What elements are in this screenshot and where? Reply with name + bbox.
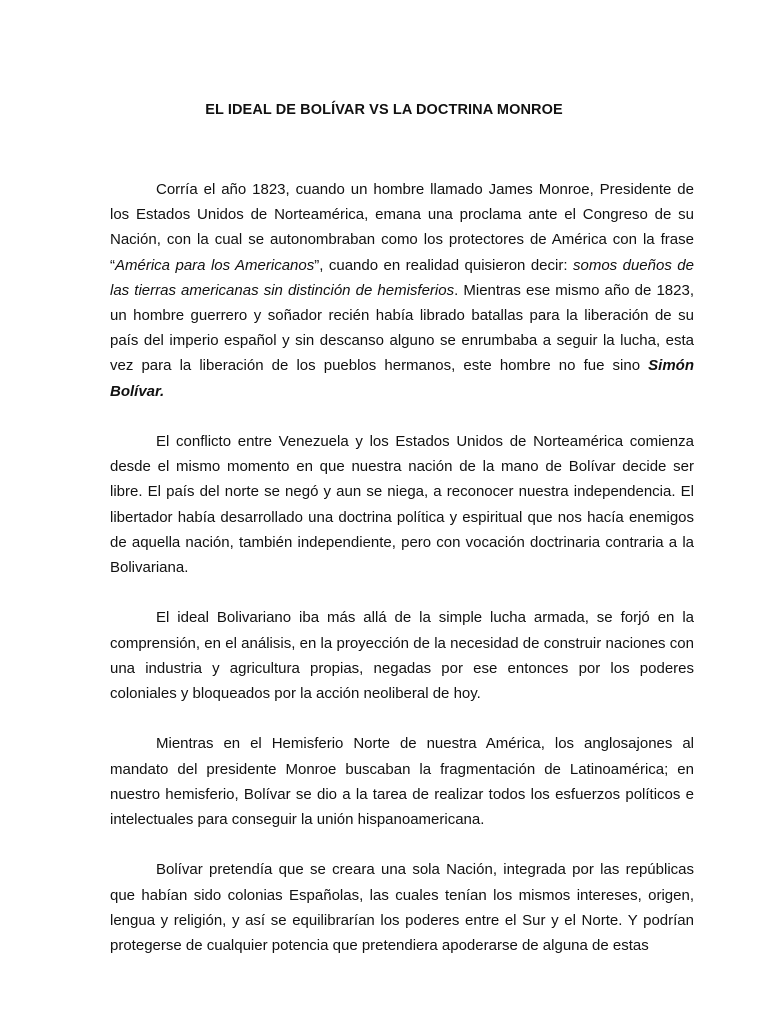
paragraph-1 <box>110 177 694 404</box>
paragraph-4: Mientras en el Hemisferio Norte de nuestra América, los anglosajones al mandato del presidente Monroe buscaban la fragmentación de Latinoamérica; en nuestro hemisferio, Bolívar se dio a la tarea de realizar todos los esfuerzos políticos e intelectuales para conseguir la unión hispanoamericana. <box>110 735 694 829</box>
paragraph-1-quote: América para los Americanos <box>115 256 315 274</box>
document-title: EL IDEAL DE BOLÍVAR VS LA DOCTRINA MONROE <box>205 102 563 118</box>
paragraph-1-text-e: . Mientras ese mismo año de 1823, un hombre guerrero y soñador recién había librado batallas para la liberación de su país del imperio español y sin descanso alguno se enrumbaba a seguir la lucha, esta vez para la liberación de los pueblos hermanos, este hombre no fue sino <box>110 281 694 375</box>
paragraph-1-emphasis: somos dueños de las tierras americanas sin distinción de hemisferios <box>110 256 694 299</box>
paragraph-2: El conflicto entre Venezuela y los Estados Unidos de Norteamérica comienza desde el mismo momento en que nuestra nación de la mano de Bolívar decide ser libre. El país del norte se negó y aun se niega, a reconocer nuestra independencia. El libertador había desarrollado una doctrina política y espiritual que nos hacía enemigos de aquella nación, también independiente, pero con vocación doctrinaria contraria a la Bolivariana. <box>110 433 694 577</box>
paragraph-1-name: Simón Bolívar. <box>110 357 694 400</box>
paragraph-1-text-c: ”, cuando en realidad quisieron decir: <box>314 256 573 274</box>
paragraph-1-text-a: Corría el año 1823, cuando un hombre llamado James Monroe, Presidente de los Estados Unidos de Norteamérica, emana una proclama ante el Congreso de su Nación, con la cual se autonombraban como los protectores de América con la frase “ <box>110 181 694 274</box>
paragraph-5: Bolívar pretendía que se creara una sola Nación, integrada por las repúblicas que habían sido colonias Españolas, las cuales tenían los mismos intereses, origen, lengua y religión, y así se equilibrarían los poderes entre el Sur y el Norte. Y podrían protegerse de cualquier potencia que pretendiera apoderarse de alguna de estas <box>110 861 694 955</box>
document-body <box>110 177 694 983</box>
paragraph-3: El ideal Bolivariano iba más allá de la simple lucha armada, se forjó en la comprensión, en el análisis, en la proyección de la necesidad de construir naciones con una industria y agricultura propias, negadas por ese entonces por los poderes coloniales y bloqueados por la acción neoliberal de hoy. <box>110 609 694 703</box>
